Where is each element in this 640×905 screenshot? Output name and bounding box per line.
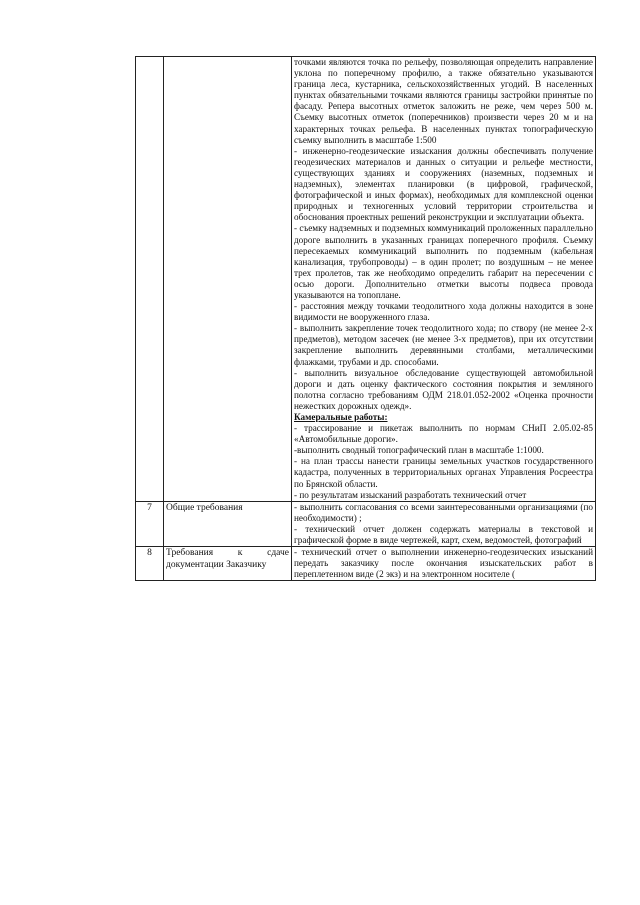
table-row-continuation — [136, 57, 596, 502]
paragraph: - технический отчет о выполнении инженерно-геодезических изысканий передать заказчику после окончания изыскательских работ в переплетенном виде (2 экз) и на электронном носителе ( — [294, 547, 593, 580]
requirement-text-cell — [292, 57, 596, 502]
row-number-cell: 7 — [136, 501, 164, 546]
table-row-8 — [136, 547, 596, 581]
paragraph: - по результатам изысканий разработать технический отчет — [294, 489, 527, 500]
paragraph: -выполнить сводный топографический план в масштабе 1:1000. — [294, 445, 544, 456]
paragraph: - расстояния между точками теодолитного хода должны находится в зоне видимости не вооруженного глаза. — [294, 301, 593, 323]
paragraph: точками являются точка по рельефу, позволяющая определить направление уклона по поперечному профилю, а также обязательно указываются граница леса, кустарника, сельскохозяйственных угодий. В населенных пунктах обязательными точками являются границы застройки принятые по фасаду. Репера высотных отметок заложить не реже, чем через 500 м. Съемку высотных отметок (поперечников) произвести через 20 м и на характерных точках рельефа. В населенных пунктах топографическую съемку выполнить в масштабе 1:500 — [294, 57, 593, 145]
paragraph: - съемку надземных и подземных коммуникаций проложенных параллельно дороге выполнить в указанных границах поперечного профиля. Съемку пересекаемых коммуникаций выполнить по подземным (кабельная канализация, трубопроводы) – в один пролет; по воздушным – не менее трех пролетов, так же необходимо определить габарит на пересечении с осью дороги. Дополнительно отметки высоты подвеса провода указываются на топоплане. — [294, 223, 593, 300]
table-row-7 — [136, 501, 596, 546]
section-heading: Камеральные работы: — [294, 412, 388, 422]
requirement-name-cell: Общие требования — [164, 501, 292, 546]
paragraph: - на план трассы нанести границы земельных участков государственного кадастра, полученных в территориальных органах Управления Росреестра по Брянской области. — [294, 456, 593, 489]
requirements-table — [135, 56, 596, 581]
requirement-text-cell — [292, 547, 596, 581]
paragraph: - выполнить согласования со всеми заинтересованными организациями (по необходимости) ; — [294, 501, 593, 523]
paragraph: - трассирование и пикетаж выполнить по нормам СНиП 2.05.02-85 «Автомобильные дороги». — [294, 423, 593, 445]
paragraph: - технический отчет должен содержать материалы в текстовой и графической формe в виде чертежей, карт, схем, ведомостей, фотографий — [294, 523, 593, 546]
row-number-cell: 8 — [136, 547, 164, 581]
paragraph: - выполнить визуальное обследование существующей автомобильной дороги и дать оценку фактического состояния покрытия и земляного полотна согласно требованиям ОДМ 218.01.052-2002 «Оценка прочности нежестких дорожных одежд». — [294, 367, 593, 411]
requirement-name-cell — [164, 57, 292, 502]
paragraph: - инженерно-геодезические изыскания должны обеспечивать получение геодезических материалов и данных о ситуации и рельефе местности, существующих зданиях и сооружениях (наземных, подземных и надземных), элементах планировки (в цифровой, графической, фотографической и иных формах), необходимых для комплексной оценки природных и техногенных условий территории строительства и обоснования проектных решений реконструкции и эксплуатации объекта. — [294, 145, 593, 223]
requirement-text-cell — [292, 501, 596, 546]
row-number-cell — [136, 57, 164, 502]
requirement-name-cell: Требования к сдаче документации Заказчику — [164, 547, 292, 581]
paragraph: - выполнить закрепление точек теодолитного хода; по створу (не менее 2-х предметов), методом засечек (не менее 3-х предметов), при их отсутствии закрепление выполнить деревянными столбами, металлическими флажками, трубами и др. способами. — [294, 323, 593, 367]
